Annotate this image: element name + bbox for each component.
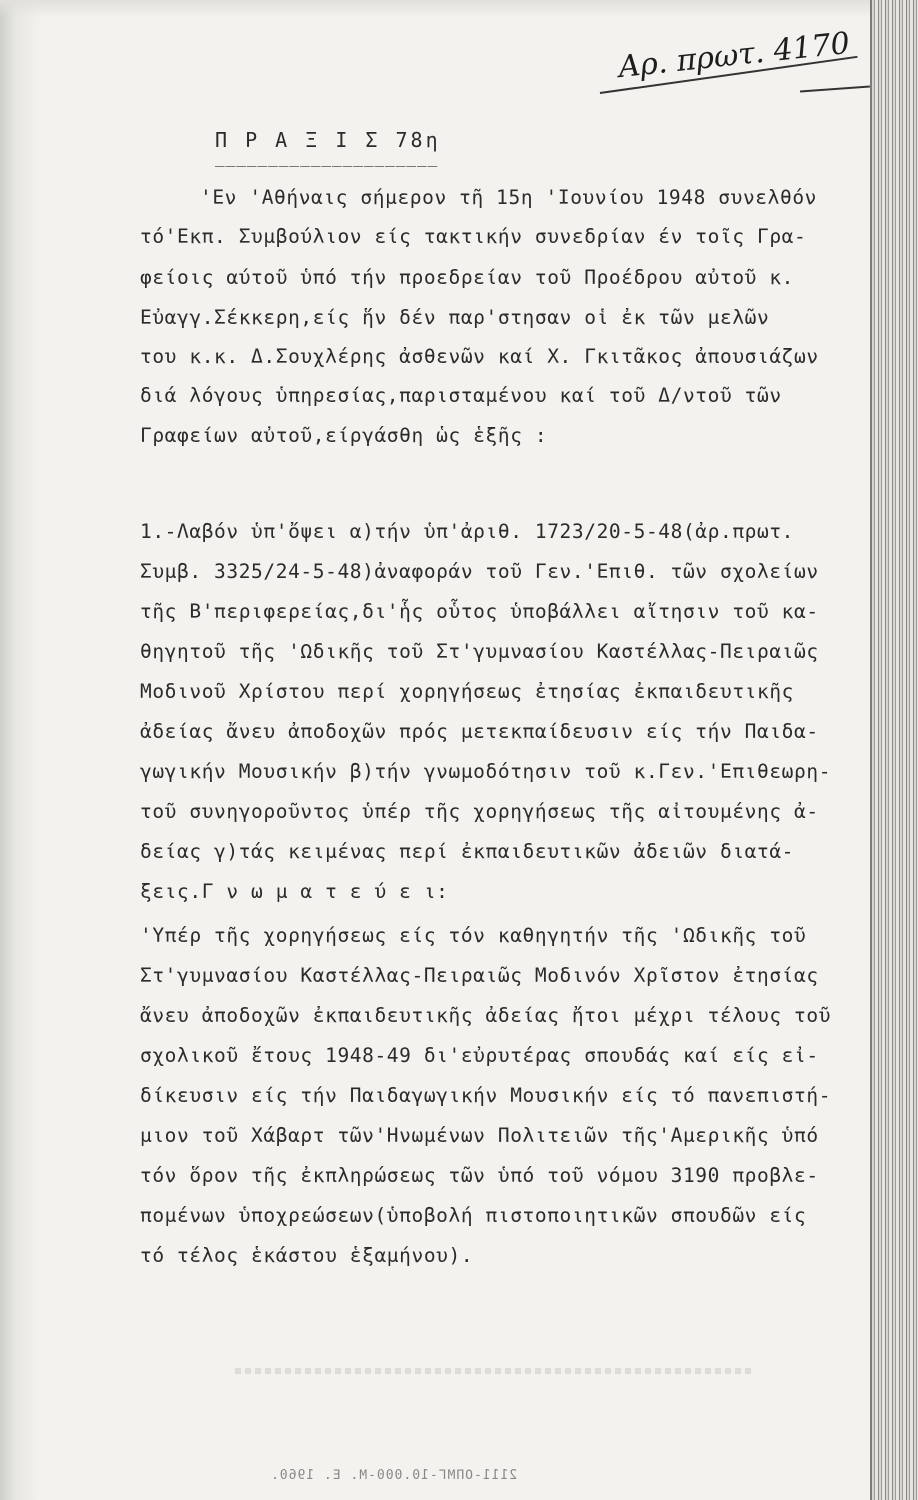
handwritten-reference-number: Αρ. πρωτ. 4170: [616, 25, 852, 86]
handwritten-underline-end: [800, 86, 870, 94]
text-line: ἄνευ ἀποδοχῶν ἐκπαιδευτικῆς ἀδείας ἤτοι μέχρι τέλους τοῦ: [140, 1004, 832, 1027]
text-line: 'Υπέρ τῆς χορηγήσεως είς τόν καθηγητήν τῆς 'Ωδικῆς τοῦ: [140, 924, 807, 947]
binding-strip: [872, 0, 918, 1500]
text-line: τό τέλος ἑκάστου ἑξαμήνου).: [140, 1244, 474, 1267]
text-line: θηγητοῦ τῆς 'Ωδικῆς τοῦ Στ'γυμνασίου Καστέλλας-Πειραιῶς: [140, 640, 819, 663]
text-line: γωγικήν Μουσικήν β)τήν γνωμοδότησιν τοῦ κ.Γεν.'Επιθεωρη-: [140, 760, 832, 783]
text-line: ἀδείας ἄνευ ἀποδοχῶν πρός μετεκπαίδευσιν είς τήν Παιδα-: [140, 720, 819, 743]
text-line: Στ'γυμνασίου Καστέλλας-Πειραιῶς Μοδινόν Χρῖστον ἐτησίας: [140, 964, 819, 987]
text-line: τῆς Β'περιφερείας,δι'ἧς οὗτος ὑποβάλλει αἴτησιν τοῦ κα-: [140, 600, 819, 623]
text-line: Μοδινοῦ Χρίστου περί χορηγήσεως ἐτησίας ἐκπαιδευτικῆς: [140, 680, 795, 703]
text-line: δίκευσιν είς τήν Παιδαγωγικήν Μουσικήν είς τό πανεπιστή-: [140, 1084, 832, 1107]
text-line: τοῦ συνηγοροῦντος ὑπέρ τῆς χορηγήσεως τῆς αἰτουμένης ἀ-: [140, 800, 819, 823]
text-line: του κ.κ. Δ.Σουχλέρης ἀσθενῶν καί Χ. Γκιτᾶκος ἀπουσιάζων: [140, 345, 819, 368]
text-line: πομένων ὑποχρεώσεων(ὑποβολή πιστοποιητικῶν σπουδῶν είς: [140, 1204, 807, 1227]
binding-edge: [870, 0, 872, 1500]
bleed-through-strip: [235, 1368, 755, 1374]
text-line: Εὐαγγ.Σέκκερη,είς ἥν δέν παρ'στησαν οἱ ἐκ τῶν μελῶν: [140, 306, 770, 329]
text-line: ξεις.Γ ν ω μ α τ ε ύ ε ι:: [140, 880, 449, 903]
page-top-shadow: [0, 0, 918, 18]
text-line: τό'Εκπ. Συμβούλιον είς τακτικήν συνεδρίαν έν τοῖς Γρα-: [140, 225, 807, 248]
text-line: τόν ὅρον τῆς ἐκπληρώσεως τῶν ὑπό τοῦ νόμου 3190 προβλε-: [140, 1164, 819, 1187]
page-edge-shadow: [0, 0, 40, 1500]
text-line: μιον τοῦ Χάβαρτ τῶν'Ηνωμένων Πολιτειῶν τῆς'Αμερικῆς ὑπό: [140, 1124, 819, 1147]
text-line: διά λόγους ὑπηρεσίας,παρισταμένου καί τοῦ Δ/ντοῦ τῶν: [140, 384, 782, 407]
text-line: Γραφείων αὐτοῦ,είργάσθη ὡς ἑξῆς :: [140, 424, 548, 447]
document-title: Π Ρ Α Ξ Ι Σ 78η: [215, 128, 441, 152]
printer-imprint: 2111-ΟΠΜΓ-10.000-Μ. Ε. 1960.: [270, 1468, 518, 1483]
text-line: σχολικοῦ ἔτους 1948-49 δι'εὐρυτέρας σπουδάς καί είς εἰ-: [140, 1044, 819, 1067]
text-line: φείοις αύτοῦ ὑπό τήν προεδρείαν τοῦ Προέδρου αὐτοῦ κ.: [140, 266, 795, 289]
text-line: δείας γ)τάς κειμένας περί ἐκπαιδευτικῶν ἀδειῶν διατά-: [140, 840, 795, 863]
text-line: Συμβ. 3325/24-5-48)ἀναφοράν τοῦ Γεν.'Επιθ. τῶν σχολείων: [140, 560, 819, 583]
text-line: 'Εν 'Αθήναις σήμερον τῆ 15η 'Ιουνίου 1948 συνελθόν: [200, 186, 817, 209]
title-underline: _____________________: [215, 148, 439, 167]
text-line: 1.-Λαβόν ὑπ'ὄψει α)τήν ὑπ'ἀριθ. 1723/20-5-48(ἀρ.πρωτ.: [140, 520, 795, 543]
